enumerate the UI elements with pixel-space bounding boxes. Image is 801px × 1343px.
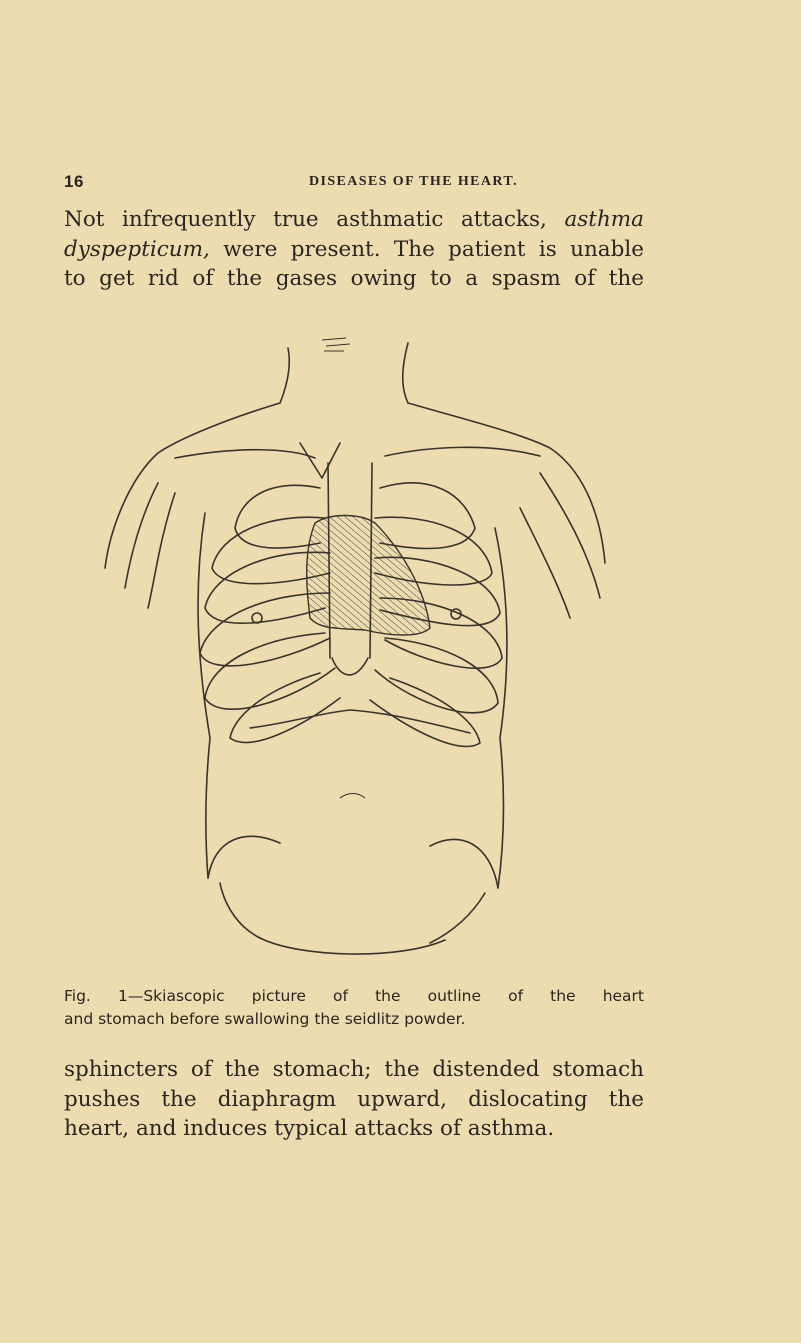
right-hip [430,839,498,943]
caption-line-1: Fig. 1—Skiascopic picture of the outline of the heart [64,987,644,1005]
right-arm-outer [540,473,600,598]
right-arm [520,508,570,618]
left-nipple [252,613,262,623]
navel [340,794,365,799]
costal-arch [250,710,470,733]
torso-right-side [495,528,507,888]
paragraph-top-line-3: to get rid of the gases owing to a spasm of the [64,266,644,291]
left-shoulder [105,403,280,568]
paragraph-bottom-line-3: heart, and induces typical attacks of asthma. [64,1116,555,1141]
left-clavicle [175,450,315,458]
paragraph-top-line-1 [64,205,644,235]
paragraph-top-line-2 [64,235,644,265]
neck-marks [322,338,350,351]
italic-term: dyspepticum, [64,236,210,262]
text-span: Not infrequently true asthmatic attacks, [64,207,547,232]
paragraph-bottom [64,1055,644,1144]
skiascopic-figure [100,318,630,978]
left-arm-inner [148,493,175,608]
text-span: were present. The patient is unable [223,236,644,262]
right-shoulder [408,403,605,563]
left-hip [208,836,280,938]
neck-left-outline [280,348,289,403]
right-clavicle [385,447,540,456]
paragraph-bottom-line-2: pushes the diaphragm upward, dislocating the [64,1086,644,1112]
page-number: 16 [64,172,84,191]
neck-right-outline [403,343,408,403]
running-head: DISEASES OF THE HEART. [309,174,518,189]
xiphoid [332,658,368,675]
caption-line-2: and stomach before swallowing the seidlitz powder. [64,1010,466,1028]
pelvis-line [260,938,445,954]
heart-outline [307,516,430,636]
left-arm [125,483,158,588]
paragraph-top [64,205,644,294]
sternal-notch [300,443,340,478]
paragraph-bottom-line-1: sphincters of the stomach; the distended stomach [64,1057,644,1082]
torso-left-side [198,513,210,878]
torso-illustration [100,318,630,978]
figure-caption [64,985,644,1031]
italic-term: asthma [564,207,644,232]
